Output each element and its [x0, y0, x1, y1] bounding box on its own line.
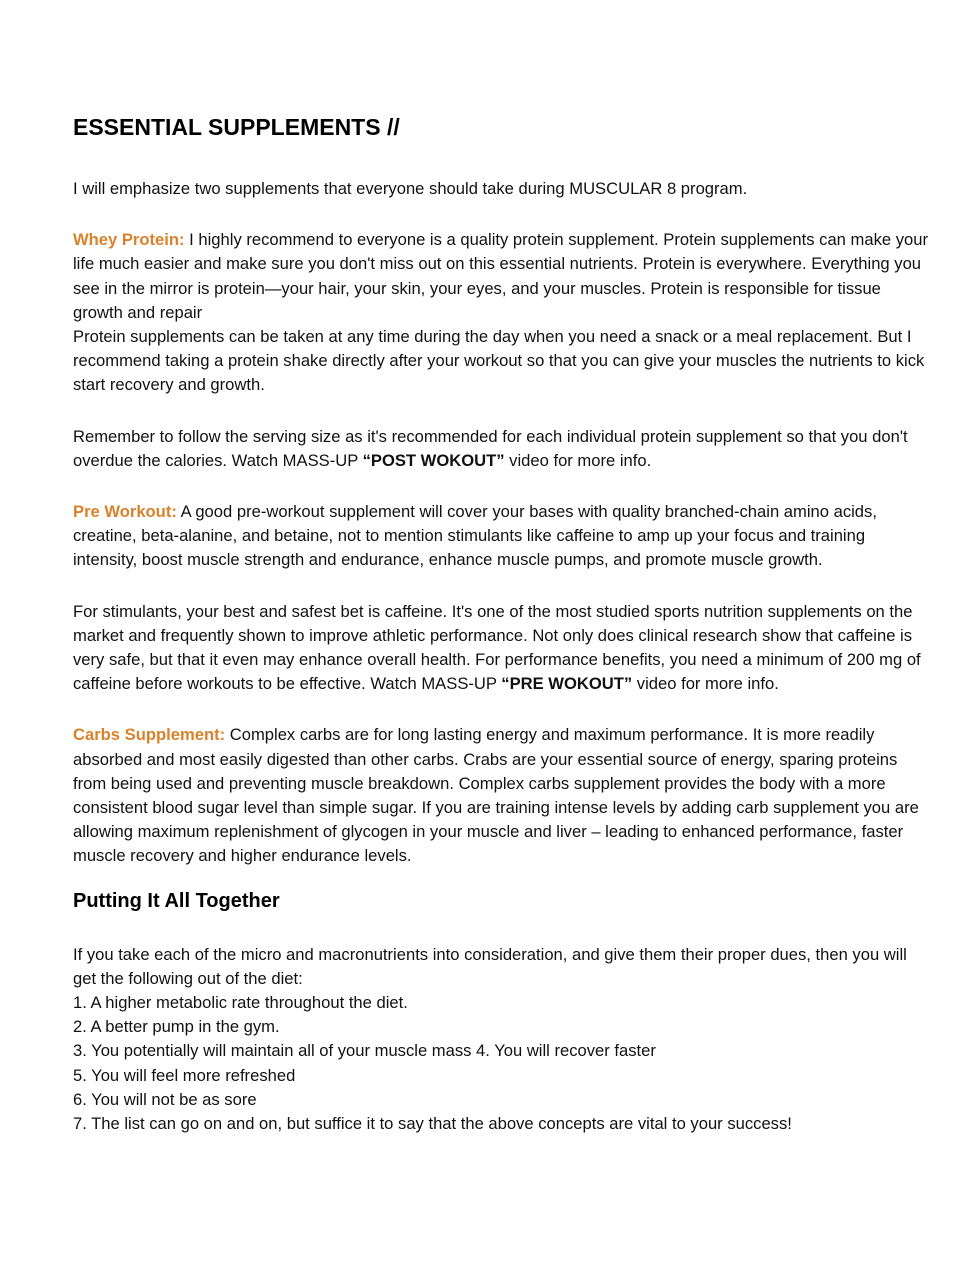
pre-workout-video-title: “PRE WOKOUT” — [501, 674, 633, 694]
intro-paragraph: I will emphasize two supplements that everyone should take during MUSCULAR 8 program. — [73, 179, 748, 198]
stimulants-paragraph — [73, 600, 933, 697]
pre-workout-paragraph — [73, 500, 933, 573]
outcomes-list — [73, 991, 933, 1136]
carbs-paragraph — [73, 723, 933, 868]
stimulants-tail: video for more info. — [632, 674, 779, 694]
post-workout-video-title: “POST WOKOUT” — [362, 450, 505, 470]
list-item: 2. A better pump in the gym. — [73, 1017, 280, 1037]
whey-protein-paragraph — [73, 228, 933, 325]
section-heading: Putting It All Together — [73, 889, 280, 912]
pre-workout-text: A good pre-workout supplement will cover your bases with quality branched-chain amino acids, creatine, beta-alanine, and betaine, not to mention stimulants like caffeine to amp up your focus and training intensity, boost muscle strength and endurance, enhance muscle pumps, and promote muscle growth. — [73, 502, 877, 570]
pre-workout-label: Pre Workout: — [73, 502, 177, 522]
list-item: 5. You will feel more refreshed — [73, 1065, 296, 1085]
stimulants-text: For stimulants, your best and safest bet is caffeine. It's one of the most studied sports nutrition supplements on the market and frequently shown to improve athletic performance. Not only does clinical research show that caffeine is very safe, but that it even may enhance overall health. For performance benefits, you need a minimum of 200 mg of caffeine before workouts to be effective. Watch MASS-UP — [73, 601, 921, 694]
whey-protein-label: Whey Protein: — [73, 230, 185, 250]
serving-size-text: Remember to follow the serving size as it's recommended for each individual protein supplement so that you don't overdue the calories. Watch MASS-UP — [73, 426, 908, 470]
list-item: 6. You will not be as sore — [73, 1089, 257, 1109]
list-item: 7. The list can go on and on, but suffice it to say that the above concepts are vital to your success! — [73, 1114, 792, 1134]
list-item: 3. You potentially will maintain all of your muscle mass 4. You will recover faster — [73, 1041, 656, 1061]
list-item: 1. A higher metabolic rate throughout the diet. — [73, 993, 408, 1013]
serving-size-tail: video for more info. — [504, 450, 652, 470]
document-page — [73, 108, 933, 1136]
protein-timing-paragraph: Protein supplements can be taken at any time during the day when you need a snack or a meal replacement. But I recommend taking a protein shake directly after your workout so that you can give your muscles the nutrients to kick start recovery and growth. — [73, 327, 925, 395]
carbs-supplement-text: Complex carbs are for long lasting energy and maximum performance. It is more readily absorbed and most easily digested than other carbs. Crabs are your essential source of energy, sparing proteins from being used and preventing muscle breakdown. Complex carbs supplement provides the body with a more consistent blood sugar level than simple sugar. If you are training intense levels by adding carb supplement you are allowing maximum replenishment of glycogen in your muscle and liver – leading to enhanced performance, faster muscle recovery and higher endurance levels. — [73, 725, 919, 866]
page-title: ESSENTIAL SUPPLEMENTS // — [73, 114, 400, 140]
carbs-supplement-label: Carbs Supplement: — [73, 725, 226, 745]
together-intro: If you take each of the micro and macronutrients into consideration, and give them their proper dues, then you will get the following out of the diet: — [73, 944, 907, 988]
serving-size-paragraph — [73, 425, 933, 473]
whey-protein-text: I highly recommend to everyone is a quality protein supplement. Protein supplements can make your life much easier and make sure you don't miss out on this essential nutrients. Protein is everywhere. Everything you see in the mirror is protein—your hair, your skin, your eyes, and your muscles. Protein is responsible for tissue growth and repair — [73, 230, 928, 322]
